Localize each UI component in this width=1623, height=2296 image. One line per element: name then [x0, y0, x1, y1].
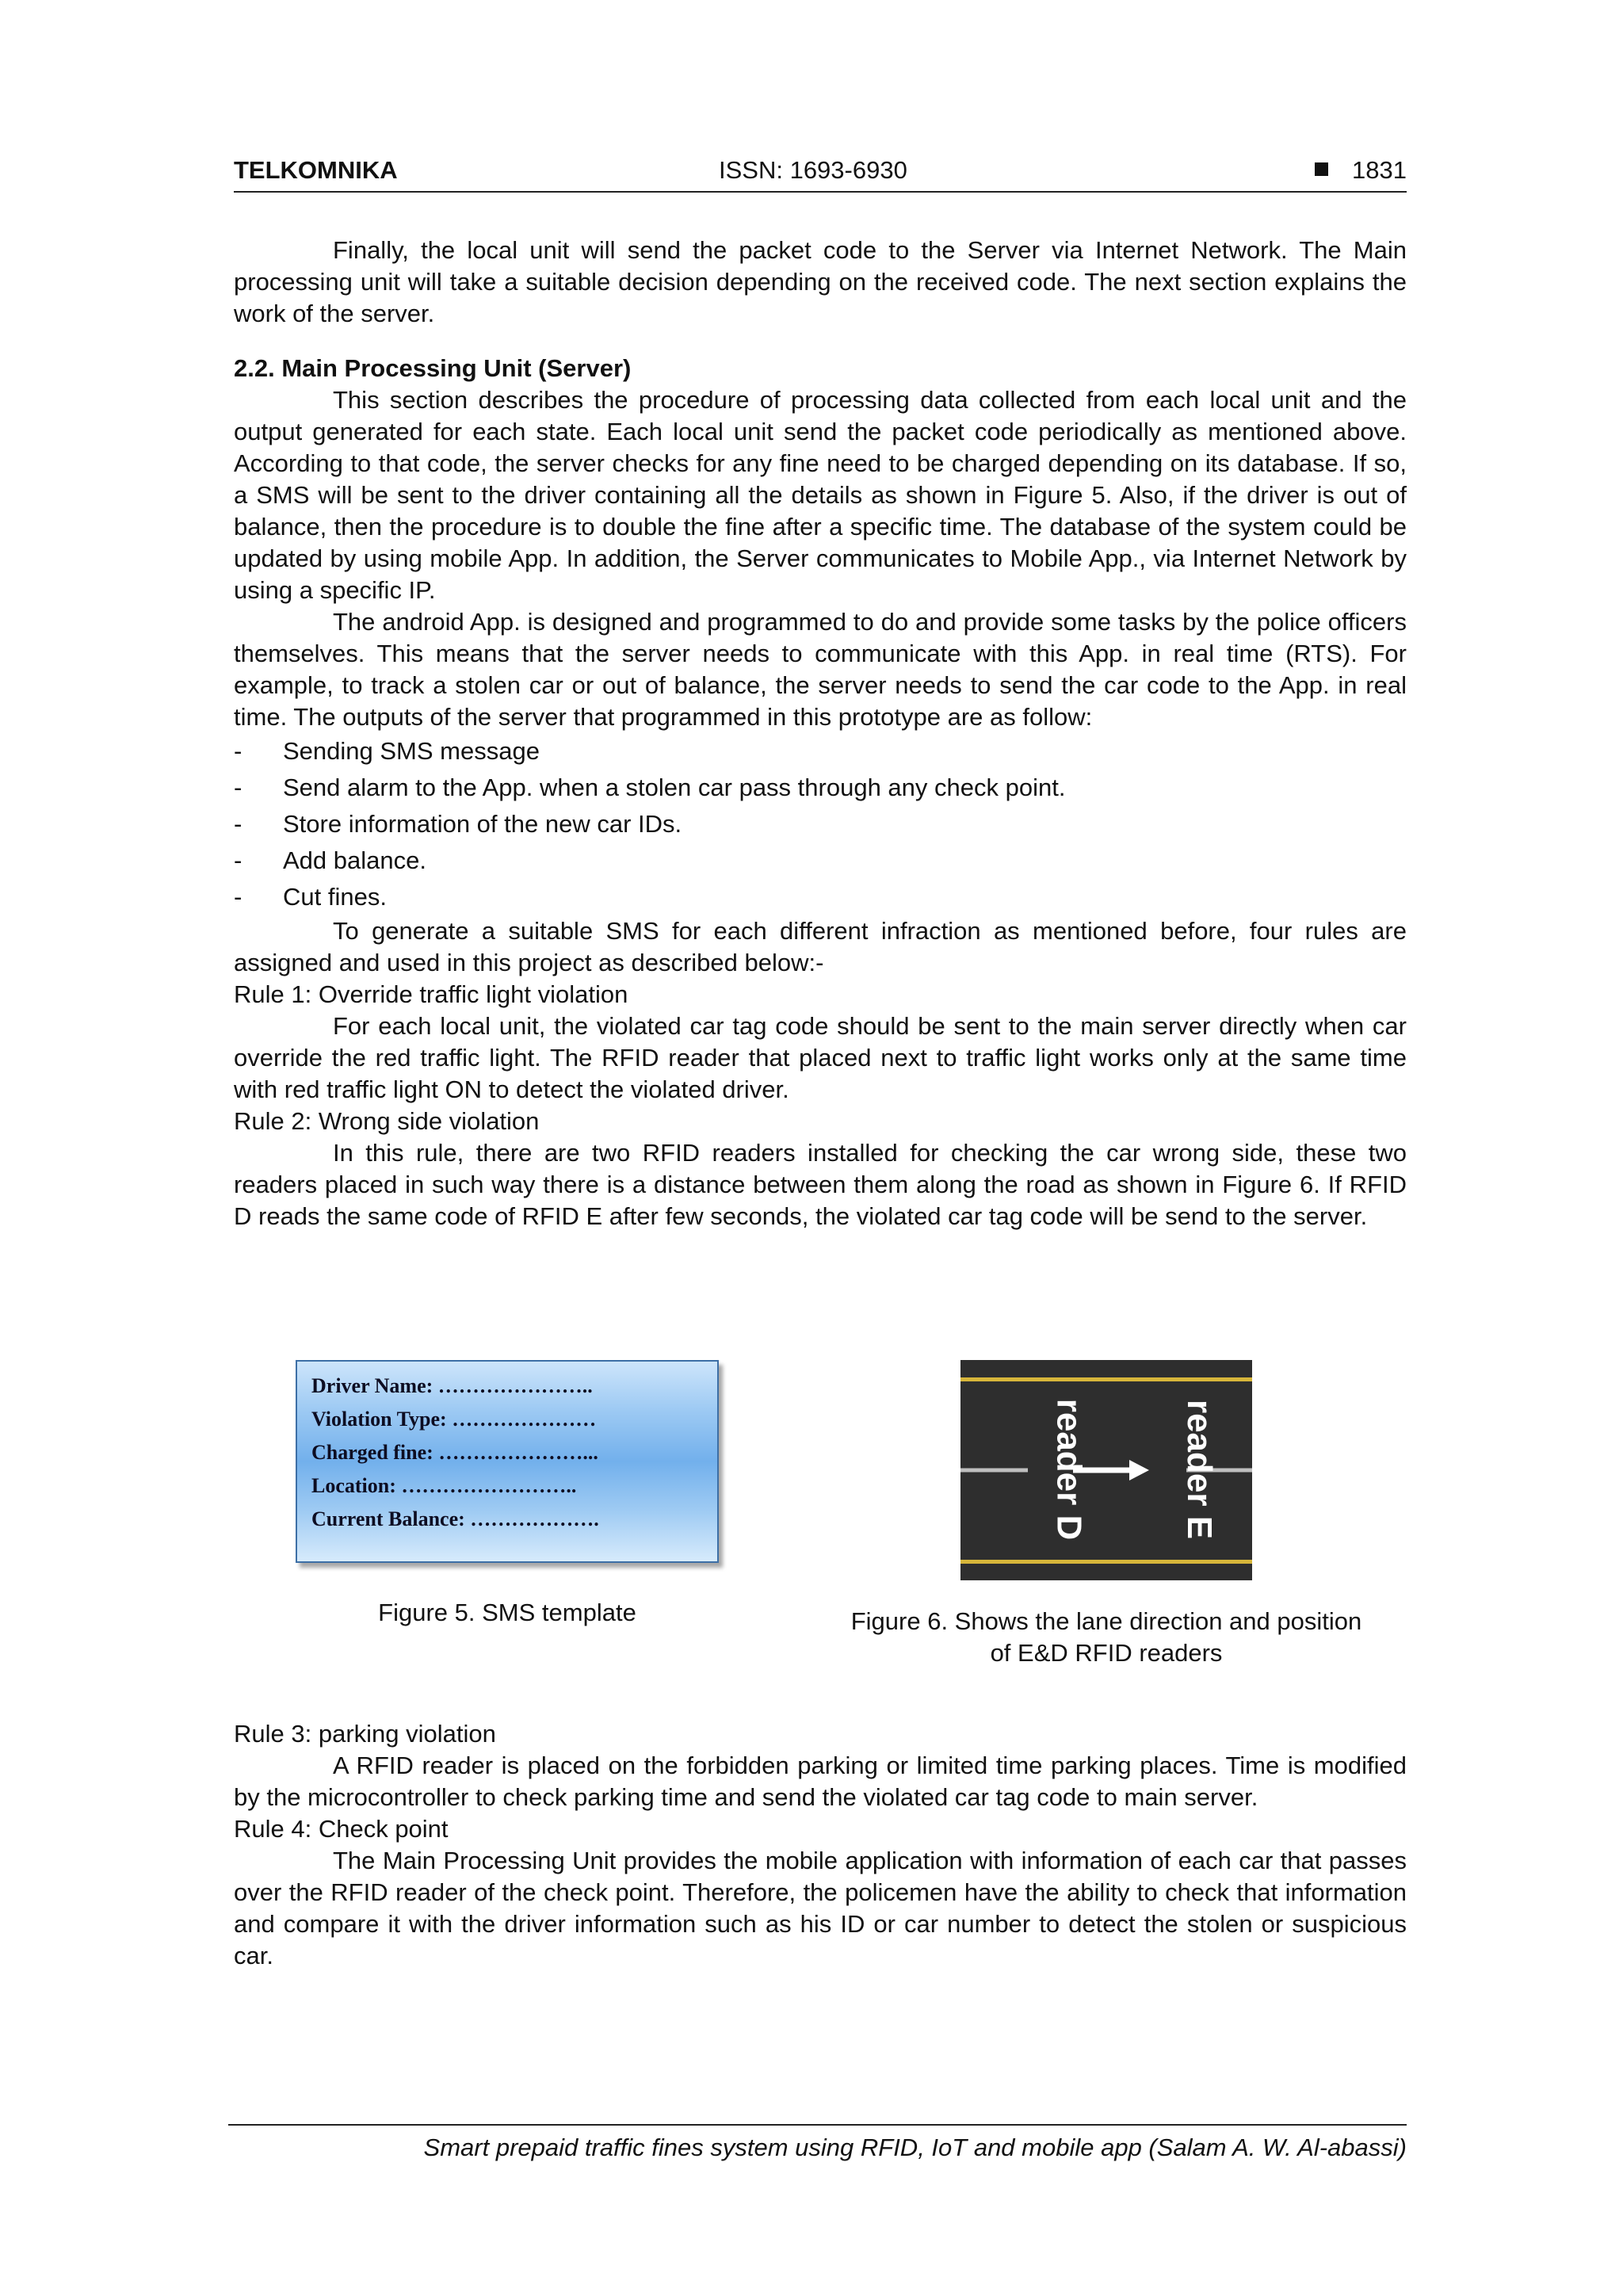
rule-2-text: In this rule, there are two RFID readers installed for checking the car wrong side, these two readers placed in such way there is a distance between them along the road as shown in Figure 6. If RFID D reads the same code of RFID E after few seconds, the violated car tag code will be send to the server.	[234, 1139, 1407, 1230]
section-2-2	[234, 353, 1407, 1232]
rules-3-4	[234, 1718, 1407, 1972]
sms-field-driver-name: Driver Name: …………………..	[311, 1374, 593, 1397]
list-item	[234, 733, 1407, 770]
page-number-group	[1315, 156, 1407, 185]
section-paragraph-3: To generate a suitable SMS for each different infraction as mentioned before, four rules are assigned and used in this project as described below:-	[234, 917, 1407, 976]
section-title: 2.2. Main Processing Unit (Server)	[234, 354, 632, 382]
figure-6-lane-diagram	[960, 1360, 1252, 1580]
page-footer: Smart prepaid traffic fines system using RFID, IoT and mobile app (Salam A. W. Al-abassi)	[228, 2124, 1407, 2162]
rule-3-text: A RFID reader is placed on the forbidden parking or limited time parking places. Time is modified by the microcontroller to check parking time and send the violated car tag code to main server.	[234, 1752, 1407, 1811]
section-paragraph-2: The android App. is designed and programmed to do and provide some tasks by the police officers themselves. This means that the server needs to communicate with this App. in real time (RTS). For example, to track a stolen car or out of balance, the server needs to send the car code to the App. in real time. The outputs of the server that programmed in this prototype are as follow:	[234, 608, 1407, 731]
page-number: 1831	[1352, 156, 1407, 184]
page-header	[234, 155, 1407, 193]
list-marker: -	[234, 774, 242, 801]
journal-name: TELKOMNIKA	[234, 156, 398, 184]
direction-arrow-icon	[1129, 1460, 1149, 1480]
figure-5-sms-template	[296, 1360, 719, 1563]
list-item	[234, 842, 1407, 879]
list-item	[234, 879, 1407, 915]
list-marker: -	[234, 737, 242, 765]
sms-field-violation-type: Violation Type: …………………	[311, 1408, 597, 1431]
rule-4-text: The Main Processing Unit provides the mobile application with information of each car that passes over the RFID reader of the check point. Therefore, the policemen have the ability to check that information and compare it with the driver information such as his ID or car number to detect the stolen or suspicious car.	[234, 1847, 1407, 1969]
section-paragraph-1: This section describes the procedure of processing data collected from each local unit and the output generated for each state. Each local unit send the packet code periodically as mentioned above. According to that code, the server checks for any fine need to be charged depending on its database. If so, a SMS will be sent to the driver containing all the details as shown in Figure 5. Also, if the driver is out of balance, then the procedure is to double the fine after a specific time. The database of the system could be updated by using mobile App. In addition, the Server communicates to Mobile App., via Internet Network by using a specific IP.	[234, 386, 1407, 604]
rule-1-text: For each local unit, the violated car tag code should be sent to the main server directly when car override the red traffic light. The RFID reader that placed next to traffic light works only at the same time with red traffic light ON to detect the violated driver.	[234, 1012, 1407, 1103]
figure-6-caption	[808, 1606, 1404, 1669]
intro-block	[234, 235, 1407, 330]
rule-4-title: Rule 4: Check point	[234, 1815, 449, 1843]
square-bullet-icon	[1315, 162, 1328, 176]
rule-3-title: Rule 3: parking violation	[234, 1720, 496, 1748]
figure-6-caption-line-2: of E&D RFID readers	[990, 1639, 1223, 1667]
sms-field-location: Location: ……………………..	[311, 1474, 577, 1497]
reader-e-label: reader E	[1180, 1399, 1220, 1540]
list-marker: -	[234, 846, 242, 874]
reader-d-label: reader D	[1049, 1398, 1089, 1541]
list-marker: -	[234, 810, 242, 838]
list-item	[234, 770, 1407, 806]
sms-field-current-balance: Current Balance: ……………….	[311, 1507, 599, 1530]
figure-6-caption-line-1: Figure 6. Shows the lane direction and position	[850, 1607, 1362, 1635]
list-item-text: Add balance.	[283, 846, 426, 874]
list-item-text: Send alarm to the App. when a stolen car pass through any check point.	[283, 774, 1066, 801]
list-item-text: Sending SMS message	[283, 737, 540, 765]
list-item	[234, 806, 1407, 842]
sms-field-charged-fine: Charged fine: …………………...	[311, 1441, 598, 1464]
list-item-text: Store information of the new car IDs.	[283, 810, 682, 838]
intro-paragraph: Finally, the local unit will send the packet code to the Server via Internet Network. The Main processing unit will take a suitable decision depending on the received code. The next section explains the work of the server.	[234, 236, 1407, 327]
list-marker: -	[234, 883, 242, 911]
rule-2-title: Rule 2: Wrong side violation	[234, 1107, 540, 1135]
rule-1-title: Rule 1: Override traffic light violation	[234, 980, 628, 1008]
issn: ISSN: 1693-6930	[719, 156, 907, 184]
list-item-text: Cut fines.	[283, 883, 387, 911]
figure-5-caption: Figure 5. SMS template	[378, 1599, 636, 1626]
server-outputs-list	[234, 733, 1407, 915]
